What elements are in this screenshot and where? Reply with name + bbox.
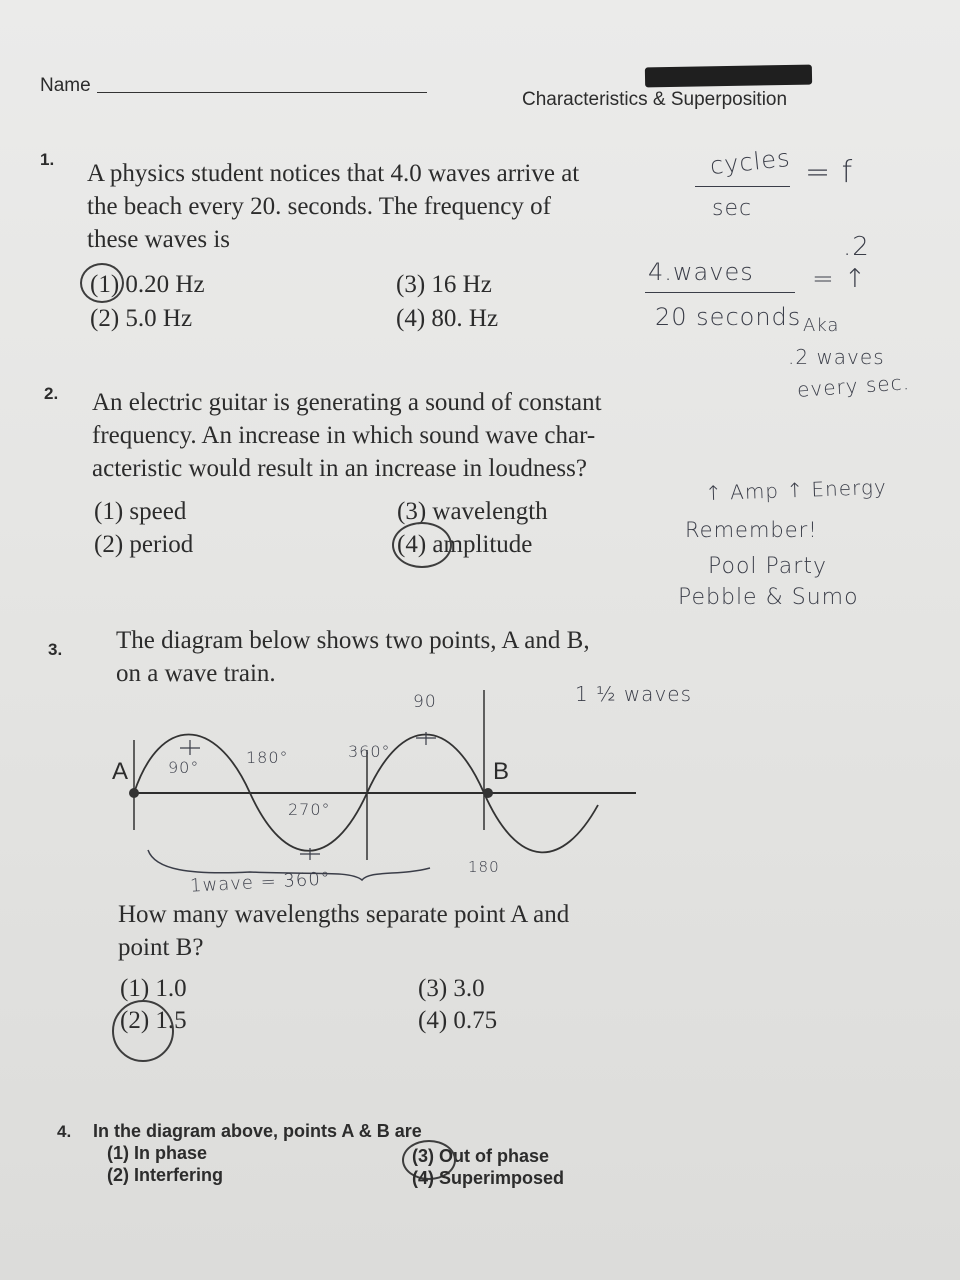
question-1-option-4[interactable]: (4) 80. Hz	[396, 305, 499, 332]
note-equals-f: = f	[805, 155, 854, 190]
redacted-block	[645, 65, 812, 88]
note-sec: sec	[712, 196, 753, 221]
question-3-option-1[interactable]: (1) 1.0	[120, 975, 187, 1002]
crest-marker	[416, 732, 436, 745]
note-180-bottom: 180	[468, 858, 500, 876]
question-2-option-4[interactable]: (4) amplitude	[397, 531, 533, 558]
answer-circle-q2	[392, 522, 452, 568]
point-b-label: B	[493, 758, 510, 785]
worksheet-subtitle: Characteristics & Superposition	[522, 89, 788, 110]
question-1-number: 1.	[40, 150, 55, 169]
note-fraction-bar	[645, 292, 795, 293]
question-4-option-2[interactable]: (2) Interfering	[107, 1165, 224, 1185]
note-180-deg: 180°	[246, 748, 289, 767]
question-4-number: 4.	[57, 1122, 72, 1141]
question-1-line: the beach every 20. seconds. The frequency of	[87, 193, 551, 220]
note-fraction-bar	[695, 186, 790, 187]
note-90-deg: 90°	[168, 758, 200, 777]
name-line	[97, 92, 427, 93]
note-amp-energy: ↑ Amp ↑ Energy	[704, 474, 888, 506]
note-one-half-waves: 1 ½ waves	[575, 682, 692, 706]
question-3-prompt-line: point B?	[118, 934, 204, 961]
question-3-line: The diagram below shows two points, A and B,	[116, 627, 590, 654]
note-remember: Remember!	[685, 518, 818, 542]
point-a-dot	[129, 788, 139, 798]
note-every-sec: every sec.	[796, 370, 911, 402]
question-3-prompt	[118, 898, 718, 964]
question-2-option-2[interactable]: (2) period	[94, 531, 194, 558]
question-3-prompt-line: How many wavelengths separate point A and	[118, 901, 570, 928]
question-3-option-2[interactable]: (2) 1.5	[120, 1007, 187, 1034]
question-4-option-4[interactable]: (4) Superimposed	[412, 1168, 565, 1188]
answer-circle-q3	[112, 1000, 174, 1062]
note-equals-arrow: = ↑	[812, 264, 867, 294]
note-two-waves: .2 waves	[788, 345, 885, 369]
question-1-option-3[interactable]: (3) 16 Hz	[396, 271, 492, 298]
note-270-deg: 270°	[288, 800, 331, 819]
question-1-line: these waves is	[87, 226, 231, 253]
answer-circle-q1	[80, 263, 124, 303]
question-4-text: In the diagram above, points A & B are	[93, 1121, 422, 1141]
note-twenty-seconds: 20 seconds	[655, 303, 802, 331]
question-1-line: A physics student notices that 4.0 waves arrive at	[87, 160, 580, 187]
question-1-option-2[interactable]: (2) 5.0 Hz	[90, 305, 193, 332]
note-point-two: .2	[843, 232, 870, 262]
question-3-line: on a wave train.	[116, 660, 276, 687]
note-one-wave: 1wave = 360°	[189, 868, 332, 897]
question-4-option-1[interactable]: (1) In phase	[107, 1143, 208, 1163]
note-90-top: 90	[413, 692, 437, 712]
wave-diagram	[100, 680, 660, 910]
name-label: Name	[40, 75, 91, 96]
question-2-line: acteristic would result in an increase in loudness?	[92, 455, 587, 482]
question-3-number: 3.	[48, 640, 63, 659]
point-a-label: A	[112, 758, 129, 785]
question-3-option-4[interactable]: (4) 0.75	[418, 1007, 498, 1034]
question-2-number: 2.	[44, 384, 59, 403]
note-360-deg: 360°	[348, 742, 391, 761]
question-2-text	[92, 386, 692, 485]
question-1-text	[87, 157, 687, 256]
question-2-option-3[interactable]: (3) wavelength	[397, 498, 548, 525]
question-2-line: An electric guitar is generating a sound of constant	[92, 389, 602, 416]
note-pebble: Pebble & Sumo	[678, 585, 859, 610]
note-aka: Aka	[803, 315, 840, 336]
question-2-option-1[interactable]: (1) speed	[94, 498, 187, 525]
question-3-option-3[interactable]: (3) 3.0	[418, 975, 485, 1002]
note-pool-party: Pool Party	[708, 554, 827, 579]
question-4-option-3[interactable]: (3) Out of phase	[412, 1146, 550, 1166]
question-2-line: frequency. An increase in which sound wave char-	[92, 422, 596, 449]
note-cycles: cycles	[708, 143, 792, 181]
point-b-dot	[483, 788, 493, 798]
crest-marker	[180, 740, 200, 755]
note-four-waves: 4.waves	[648, 258, 754, 286]
question-1-option-1[interactable]: (1) 0.20 Hz	[90, 271, 205, 298]
